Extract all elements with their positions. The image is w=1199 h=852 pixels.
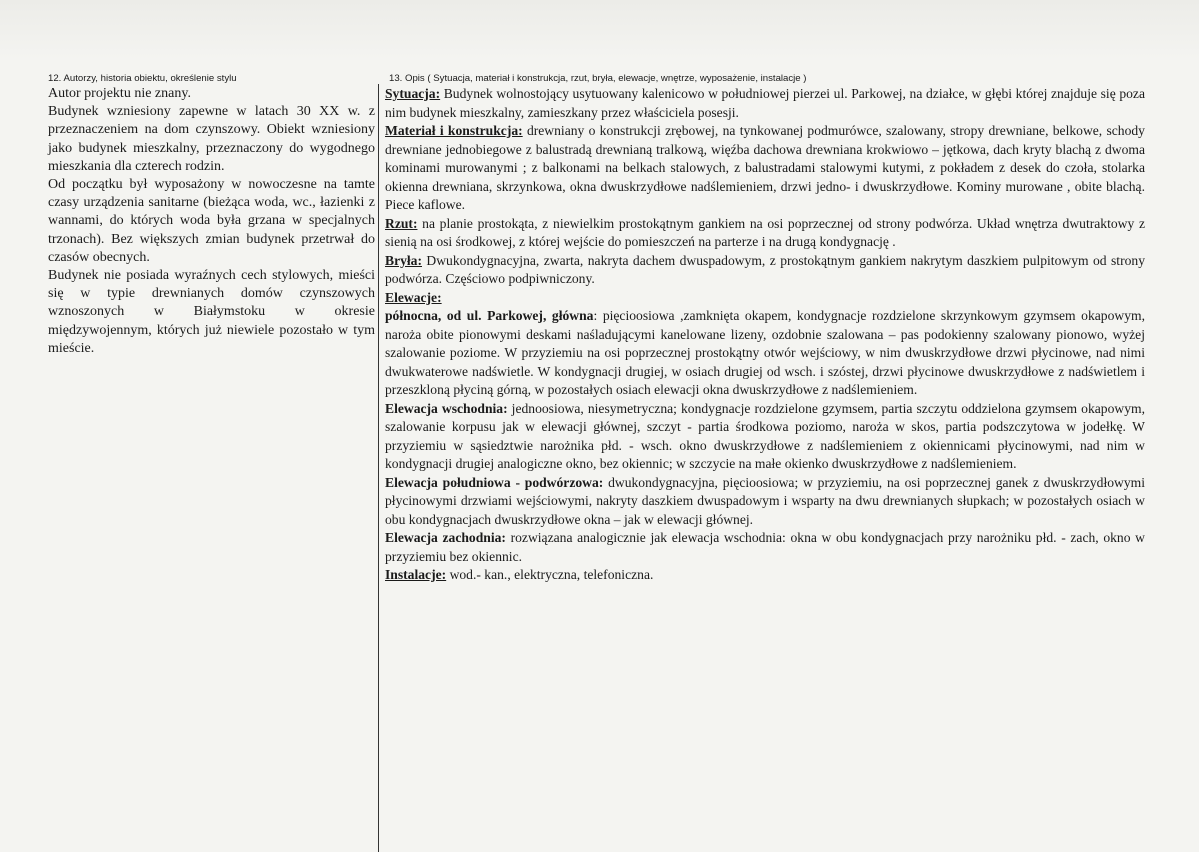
paragraph: Autor projektu nie znany. xyxy=(48,86,191,101)
sytuacja-label: Sytuacja: xyxy=(385,86,441,101)
instalacje-paragraph xyxy=(385,566,1145,585)
elewacje-label: Elewacje: xyxy=(385,289,442,305)
paragraph: Budynek wzniesiony zapewne w latach 30 XX w. z przeznaczeniem na dom czynszowy. Obiekt wzniesiony jako budynek mieszkalny, przeznaczony do wygodnego mieszkania dla czterech rodzin. xyxy=(48,104,375,174)
elewacja-text: : pięcioosiowa ,zamknięta okapem, kondygnacje rozdzielone skrzynkowym gzymsem okapowym, naroża obite pionowymi deskami naśladującymi kanelowane lizeny, ozdobnie szalowana – pas podokienny szalowany pionowo, wyżej szalowanie poziome. W przyziemiu na osi poprzecznej prostokątny otwór wejściowy, w nim dwuskrzydłowe drzwi płycinowe, nad nimi dwukwaterowe nadświetle. W kondygnacji drugiej, w osiach drugiej od wsch. i szóstej, drzwi płycinowe dwuskrzydłowe z nadświetlem i przeszkloną płyciną górną, w pozostałych osiach elewacji okna dwuskrzydłowe z nadślemieniem. xyxy=(385,308,1145,397)
elewacja-wschodnia xyxy=(385,400,1145,474)
sytuacja-text: Budynek wolnostojący usytuowany kalenicowo w południowej pierzei ul. Parkowej, na działce, w głębi której znajduje się poza nim budynek mieszkalny, zamieszkany przez właściciela posesji. xyxy=(385,86,1145,120)
elewacja-zachodnia xyxy=(385,529,1145,566)
sytuacja-paragraph xyxy=(385,85,1145,122)
rzut-paragraph xyxy=(385,215,1145,252)
instalacje-text: wod.- kan., elektryczna, telefoniczna. xyxy=(446,567,654,582)
elewacja-text: jednoosiowa, niesymetryczna; kondygnacje rozdzielone gzymsem, partia szczytu oddzielona gzymsem okapowym, szalowanie korpusu jak w elewacji głównej, szczyt - partia środkowa poziomo, naroża w skos, partia podszczytowa w jodełkę. W przyziemiu w sąsiedztwie narożnika płd. - wsch. okno dwuskrzydłowe z nadślemieniem z okiennicami płycinowymi, nad nim w kondygnacji drugiej analogiczne okno, bez okiennic; w szczycie na małe okienko dwuskrzydłowe z nadślemieniem. xyxy=(385,400,1145,471)
history-text xyxy=(48,85,375,358)
bryla-text: Dwukondygnacyjna, zwarta, nakryta dachem dwuspadowym, z prostokątnym gankiem nakrytym daszkiem pulpitowym od strony podwórza. Częściowo podpiwniczony. xyxy=(385,252,1145,286)
section-13-heading: 13. Opis ( Sytuacja, materiał i konstrukcja, rzut, bryła, elewacje, wnętrze, wyposażenie, instalacje ) xyxy=(389,73,807,84)
section-12-heading: 12. Autorzy, historia obiektu, określenie stylu xyxy=(48,73,237,84)
elewacja-label: Elewacja wschodnia: xyxy=(385,400,508,416)
elewacja-text: dwukondygnacyjna, pięcioosiowa; w przyziemiu, na osi poprzecznej ganek z dwuskrzydłowymi płycinowymi drzwiami wejściowymi, nakryty daszkiem dwuspadowym i wsparty na dwu drewnianych słupkach; w pozostałych osiach w obu kondygnacjach dwuskrzydłowe okna – jak w elewacji głównej. xyxy=(385,474,1145,527)
elewacja-polnocna xyxy=(385,307,1145,400)
left-column xyxy=(48,72,375,358)
bryla-paragraph xyxy=(385,252,1145,289)
elewacje-heading xyxy=(385,289,1145,308)
rzut-text: na planie prostokąta, z niewielkim prostokątnym gankiem na osi poprzecznej od strony podwórza. Układ wnętrza dwutraktowy z sienią na osi środkowej, z której wejście do pomieszczeń na parterze i na drugą kondygnację . xyxy=(385,215,1145,249)
material-paragraph xyxy=(385,122,1145,215)
elewacja-poludniowa xyxy=(385,474,1145,530)
scan-shadow xyxy=(0,0,1199,60)
column-divider xyxy=(378,84,379,852)
elewacja-label: Elewacja zachodnia: xyxy=(385,530,506,545)
paragraph: Budynek nie posiada wyraźnych cech stylowych, mieści się w typie drewnianych domów czynszowych wznoszonych w Białymstoku w okresie międzywojennym, których już niewiele pozostało w tym mieście. xyxy=(48,268,375,356)
description-text xyxy=(385,85,1145,585)
elewacja-label: Elewacja południowa - podwórzowa: xyxy=(385,474,604,490)
right-column xyxy=(385,72,1145,585)
elewacja-text: rozwiązana analogicznie jak elewacja wschodnia: okna w obu kondygnacjach przy narożniku płd. - zach, okno w przyziemiu bez okiennic. xyxy=(385,530,1145,564)
paragraph: Od początku był wyposażony w nowoczesne na tamte czasy urządzenia sanitarne (bieżąca woda, wc., łazienki z wannami, do których woda była grzana w specjalnych trzonach). Bez większych zmian budynek przetrwał do czasów obecnych. xyxy=(48,177,375,265)
bryla-label: Bryła: xyxy=(385,252,422,268)
rzut-label: Rzut: xyxy=(385,215,418,231)
instalacje-label: Instalacje: xyxy=(385,567,447,582)
material-text: drewniany o konstrukcji zrębowej, na tynkowanej podmurówce, szalowany, stropy drewniane, belkowe, schody drewniane jednobiegowe z balustradą drewnianą tralkową, więźba dachowa drewniana krokwiowo – jętkowa, dach kryty blachą z dwoma kominami murowanymi ; z balkonami na belkach stalowych, z balustradami stalowymi kutymi, z pokładem z desek do czoła, stolarka okienna drewniana, skrzynkowa, okna dwuskrzydłowe nadślemieniem, drzwi jedno- i dwuskrzydłowe. Kominy murowane , obite blachą. Piece kaflowe. xyxy=(385,123,1145,212)
elewacja-label: północna, od ul. Parkowej, główna xyxy=(385,308,594,323)
material-label: Materiał i konstrukcja: xyxy=(385,123,523,138)
